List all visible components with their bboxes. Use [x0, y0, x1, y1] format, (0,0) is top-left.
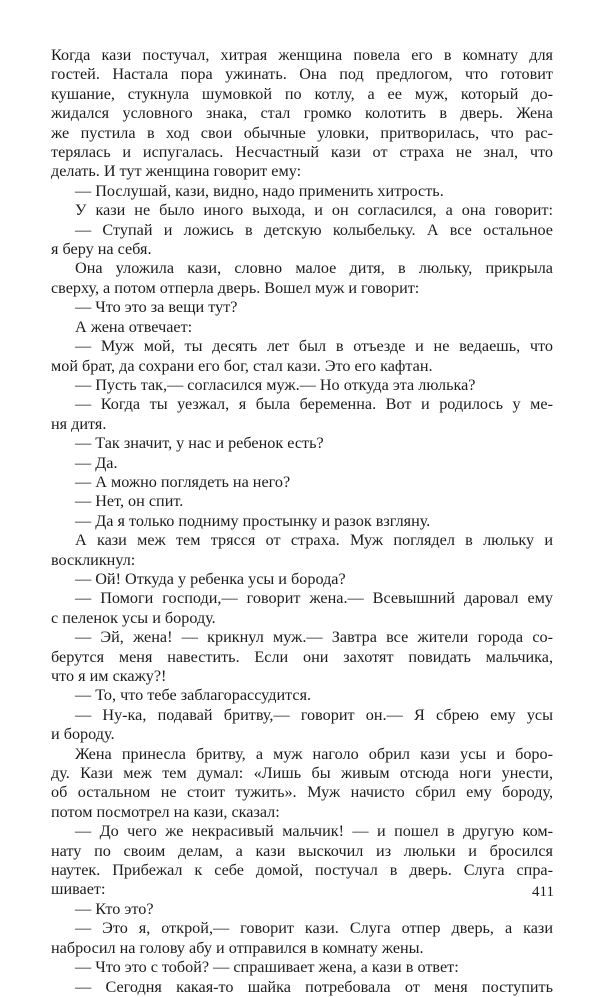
text-line: берутся меня навестить. Если они захотят повидать мальчика,	[51, 647, 553, 666]
text-line: — Что это за вещи тут?	[75, 298, 238, 317]
text-line: набросил на голову абу и отправился в комнату жены.	[51, 938, 424, 957]
text-line: — Что это с тобой? — спрашивает жена, а кази в ответ:	[75, 958, 459, 977]
text-line: я беру на себя.	[51, 240, 152, 259]
text-line: ду. Кази меж тем думал: «Лишь бы живым отсюда ноги унести,	[51, 764, 553, 783]
text-line: воскликнул:	[51, 550, 136, 569]
text-line: сверху, а потом отперла дверь. Вошел муж и говорит:	[51, 278, 420, 297]
text-line: Когда кази постучал, хитрая женщина повела его в комнату для	[51, 46, 553, 64]
text-line: — Эй, жена! — крикнул муж.— Завтра все жители города со-	[75, 628, 553, 647]
text-line: — Пусть так,— согласился муж.— Но откуда эта люлька?	[75, 375, 476, 394]
text-line: гостей. Настала пора ужинать. Она под предлогом, что готовит	[51, 65, 553, 84]
text-line: же пустила в ход свои обычные уловки, притворилась, что рас-	[51, 123, 553, 142]
text-line: — Когда ты уезжал, я была беременна. Вот и родилось у ме-	[75, 395, 553, 414]
text-line: Она уложила кази, словно малое дитя, в люльку, прикрыла	[75, 259, 553, 278]
text-line: — Ступай и ложись в детскую колыбельку. А все остальное	[75, 220, 553, 239]
text-line: что я им скажу?!	[51, 667, 167, 685]
text-line: шивает:	[51, 880, 106, 899]
text-line: А кази меж тем трясся от страха. Муж поглядел в люльку и	[75, 531, 553, 550]
page-number: 411	[532, 884, 554, 900]
text-line: — Помоги господи,— говорит жена.— Всевышний даровал ему	[75, 589, 553, 608]
text-line: — Послушай, кази, видно, надо применить хитрость.	[75, 181, 444, 200]
text-line: кушание, стукнула шумовкой по котлу, а ее муж, который до-	[51, 84, 553, 103]
text-line: потом посмотрел на кази, сказал:	[51, 802, 280, 821]
text-line: — До чего же некрасивый мальчик! — и пошел в другую ком-	[75, 822, 553, 841]
text-line: наутек. Прибежал к себе домой, постучал в дверь. Слуга спра-	[51, 861, 553, 880]
text-line: — Это я, открой,— говорит кази. Слуга отпер дверь, а кази	[75, 919, 553, 938]
text-line: — Ой! Откуда у ребенка усы и борода?	[75, 569, 346, 588]
text-line: делать. И тут женщина говорит ему:	[51, 162, 302, 181]
text-line: Жена принесла бритву, а муж наголо обрил кази усы и боро-	[75, 744, 553, 763]
text-line: У кази не было иного выхода, и он согласился, а она говорит:	[75, 201, 553, 220]
text-line: А жена отвечает:	[75, 317, 193, 336]
text-line: терялась и испугалась. Несчастный кази от страха не знал, что	[51, 143, 553, 162]
text-line: — Нет, он спит.	[75, 492, 184, 511]
text-line: мой брат, да сохрани его бог, стал кази. Это его кафтан.	[51, 356, 433, 375]
text-line: — Ну-ка, подавай бритву,— говорит он.— Я сбрею ему усы	[75, 705, 553, 724]
page-text	[51, 46, 553, 997]
text-line: — Да.	[75, 453, 118, 472]
text-line: — А можно поглядеть на него?	[75, 472, 291, 491]
text-line: — Так значит, у нас и ребенок есть?	[75, 434, 324, 453]
text-line: — Да я только подниму простынку и разок взгляну.	[75, 511, 431, 530]
text-line: ня дитя.	[51, 414, 107, 433]
text-line: — Кто это?	[75, 899, 154, 918]
text-line: — То, что тебе заблагорассудится.	[75, 686, 312, 705]
text-line: и бороду.	[51, 725, 115, 744]
text-line: жидался условного знака, стал громко колотить в дверь. Жена	[51, 104, 553, 123]
text-line: нату по своим делам, а кази выскочил из люльки и бросился	[51, 841, 553, 860]
text-line: об остальном не стоит тужить». Муж начисто сбрил ему бороду,	[51, 783, 553, 802]
text-line: с пеленок усы и бороду.	[51, 608, 216, 627]
text-line: — Муж мой, ты десять лет был в отъезде и не ведаешь, что	[75, 337, 553, 356]
text-line: — Сегодня какая-то шайка потребовала от меня поступить	[75, 977, 553, 996]
